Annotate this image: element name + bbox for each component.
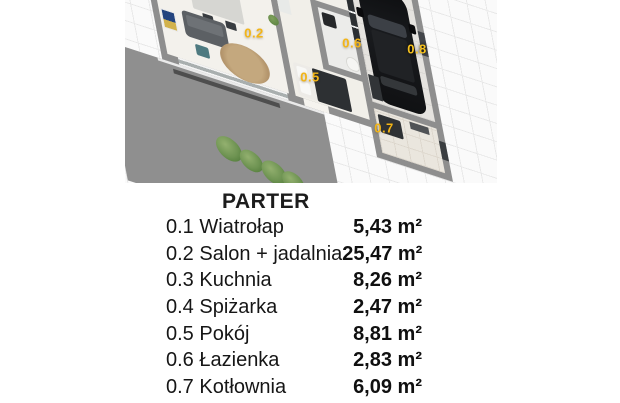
room-label: Wiatrołap — [199, 216, 284, 238]
room-area: 2,83 m² — [353, 349, 422, 372]
room-area: 8,81 m² — [353, 322, 422, 345]
room-name — [166, 323, 249, 346]
room-area: 6,09 m² — [353, 376, 422, 399]
room-area: 5,43 m² — [353, 216, 422, 238]
room-name — [166, 243, 342, 266]
room-number: 0.2 — [166, 242, 194, 265]
room-area: 25,47 m² — [342, 242, 423, 265]
room-name — [166, 376, 286, 399]
room-list-row — [166, 376, 422, 403]
room-number: 0.3 — [166, 269, 194, 292]
room-list-row — [166, 349, 422, 376]
room-label: Kotłownia — [199, 376, 287, 399]
room-name — [166, 296, 277, 319]
room-list-row — [166, 216, 422, 243]
room-label-0-7: 0.7 — [374, 120, 394, 136]
room-label: Kuchnia — [199, 269, 272, 292]
plan-scene — [125, 0, 497, 183]
room-area: 8,26 m² — [353, 269, 422, 292]
room-number: 0.4 — [166, 296, 194, 319]
room-label: Salon + jadalnia — [199, 242, 343, 265]
floor-plan-image — [125, 0, 497, 183]
room-label-0-8: 0.8 — [407, 41, 427, 57]
room-label: Łazienka — [199, 349, 280, 372]
room-label-0-6: 0.6 — [342, 35, 362, 51]
room-number: 0.1 — [166, 216, 194, 238]
room-list-row — [166, 296, 422, 323]
room-label-0-5: 0.5 — [300, 69, 320, 85]
room-list — [166, 216, 422, 403]
room-label: Pokój — [199, 322, 250, 345]
room-name — [166, 216, 284, 239]
floor-title: PARTER — [222, 190, 310, 213]
room-list-row — [166, 269, 422, 296]
room-number: 0.7 — [166, 376, 194, 399]
room-list-row — [166, 323, 422, 350]
room-area: 2,47 m² — [353, 296, 422, 319]
room-label: Spiżarka — [199, 296, 278, 319]
room-number: 0.5 — [166, 322, 194, 345]
room-list-row — [166, 243, 422, 270]
room-number: 0.6 — [166, 349, 194, 372]
room-name — [166, 349, 279, 372]
room-name — [166, 269, 272, 292]
room-label-0-2: 0.2 — [244, 25, 264, 41]
